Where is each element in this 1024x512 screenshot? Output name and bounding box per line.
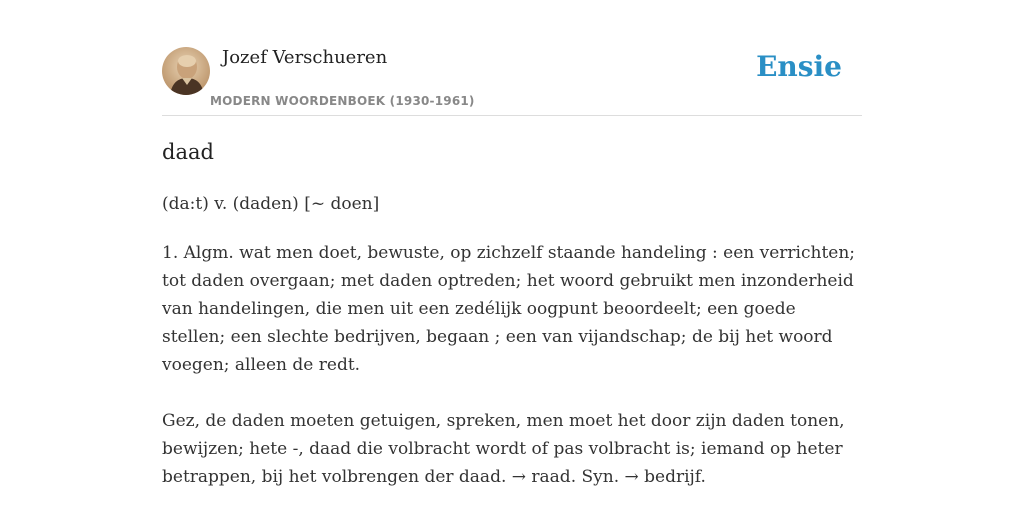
definition-paragraph: Gez, de daden moeten getuigen, spreken, men moet het door zijn daden tonen, bewijzen; hete -, daad die volbracht wordt of pas volbracht is; iemand op heter betrappen, bij het volbrengen der daad. → raad. Syn. → bedrijf. <box>162 411 845 487</box>
pronunciation: (da:t) v. (daden) [~ doen] <box>162 194 380 214</box>
header <box>162 44 862 116</box>
source-label[interactable]: MODERN WOORDENBOEK (1930-1961) <box>210 94 475 108</box>
author-name[interactable]: Jozef Verschueren <box>222 47 388 68</box>
definition <box>162 239 862 491</box>
author-avatar[interactable] <box>162 47 210 95</box>
headword: daad <box>162 140 214 164</box>
author-portrait-icon <box>162 47 210 95</box>
ensie-logo[interactable]: Ensie <box>756 50 842 83</box>
definition-paragraph: 1. Algm. wat men doet, bewuste, op zichzelf staande handeling : een verrichten; tot daden overgaan; met daden optreden; het woord gebruikt men inzonderheid van handelingen, die men uit een zedélijk oogpunt beoordeelt; een goede stellen; een slechte bedrijven, begaan ; een van vijandschap; de bij het woord voegen; alleen de redt. <box>162 243 856 375</box>
